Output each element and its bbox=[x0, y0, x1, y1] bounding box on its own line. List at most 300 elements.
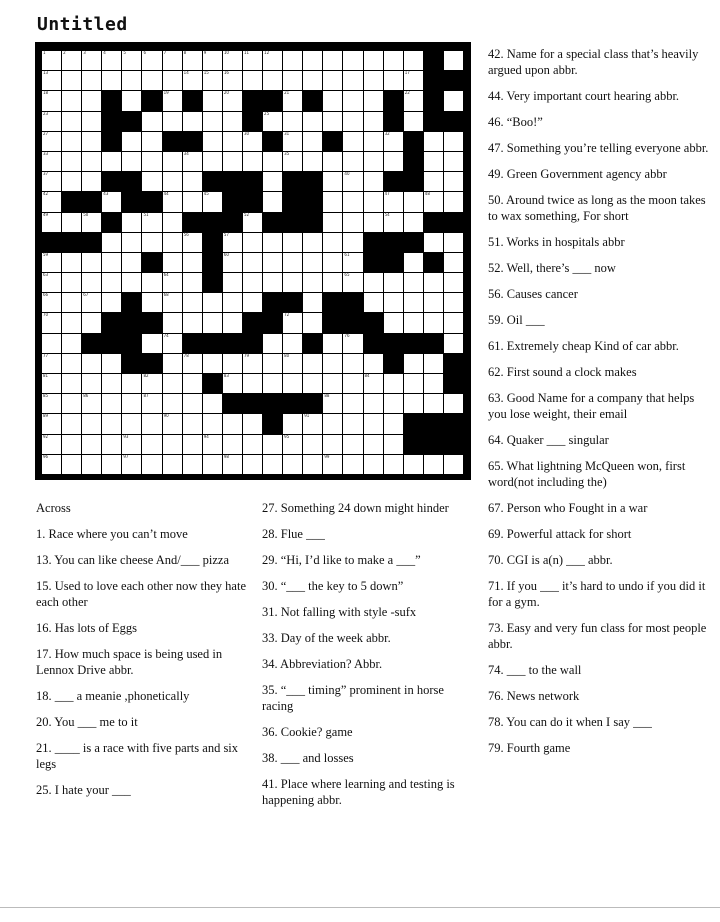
grid-cell[interactable] bbox=[122, 455, 141, 474]
grid-cell[interactable] bbox=[444, 192, 463, 211]
grid-cell[interactable] bbox=[42, 172, 61, 191]
grid-cell[interactable] bbox=[343, 273, 362, 292]
grid-cell[interactable] bbox=[444, 172, 463, 191]
grid-cell[interactable] bbox=[122, 374, 141, 393]
grid-cell[interactable] bbox=[323, 213, 342, 232]
grid-cell[interactable] bbox=[163, 374, 182, 393]
grid-cell[interactable] bbox=[183, 192, 202, 211]
grid-cell[interactable] bbox=[142, 414, 161, 433]
grid-cell[interactable] bbox=[42, 192, 61, 211]
grid-cell[interactable] bbox=[384, 152, 403, 171]
grid-cell[interactable] bbox=[243, 71, 262, 90]
grid-cell[interactable] bbox=[82, 273, 101, 292]
grid-cell[interactable] bbox=[384, 51, 403, 70]
grid-cell[interactable] bbox=[62, 374, 81, 393]
grid-cell[interactable] bbox=[364, 374, 383, 393]
grid-cell[interactable] bbox=[42, 435, 61, 454]
grid-cell[interactable] bbox=[263, 152, 282, 171]
grid-cell[interactable] bbox=[163, 192, 182, 211]
grid-cell[interactable] bbox=[142, 152, 161, 171]
grid-cell[interactable] bbox=[223, 91, 242, 110]
grid-cell[interactable] bbox=[82, 213, 101, 232]
grid-cell[interactable] bbox=[283, 132, 302, 151]
grid-cell[interactable] bbox=[323, 394, 342, 413]
grid-cell[interactable] bbox=[82, 91, 101, 110]
grid-cell[interactable] bbox=[243, 435, 262, 454]
grid-cell[interactable] bbox=[303, 455, 322, 474]
grid-cell[interactable] bbox=[444, 273, 463, 292]
grid-cell[interactable] bbox=[364, 273, 383, 292]
grid-cell[interactable] bbox=[343, 192, 362, 211]
grid-cell[interactable] bbox=[102, 273, 121, 292]
grid-cell[interactable] bbox=[203, 132, 222, 151]
grid-cell[interactable] bbox=[102, 394, 121, 413]
grid-cell[interactable] bbox=[364, 293, 383, 312]
grid-cell[interactable] bbox=[82, 152, 101, 171]
grid-cell[interactable] bbox=[303, 132, 322, 151]
grid-cell[interactable] bbox=[263, 253, 282, 272]
grid-cell[interactable] bbox=[163, 172, 182, 191]
grid-cell[interactable] bbox=[223, 273, 242, 292]
grid-cell[interactable] bbox=[343, 152, 362, 171]
grid-cell[interactable] bbox=[62, 313, 81, 332]
grid-cell[interactable] bbox=[163, 414, 182, 433]
grid-cell[interactable] bbox=[102, 455, 121, 474]
grid-cell[interactable] bbox=[203, 112, 222, 131]
grid-cell[interactable] bbox=[263, 435, 282, 454]
grid-cell[interactable] bbox=[343, 455, 362, 474]
grid-cell[interactable] bbox=[323, 374, 342, 393]
grid-cell[interactable] bbox=[424, 394, 443, 413]
grid-cell[interactable] bbox=[102, 435, 121, 454]
grid-cell[interactable] bbox=[263, 112, 282, 131]
grid-cell[interactable] bbox=[343, 334, 362, 353]
grid-cell[interactable] bbox=[163, 213, 182, 232]
grid-cell[interactable] bbox=[364, 132, 383, 151]
grid-cell[interactable] bbox=[424, 132, 443, 151]
grid-cell[interactable] bbox=[203, 455, 222, 474]
grid-cell[interactable] bbox=[384, 455, 403, 474]
grid-cell[interactable] bbox=[183, 374, 202, 393]
grid-cell[interactable] bbox=[343, 91, 362, 110]
grid-cell[interactable] bbox=[404, 354, 423, 373]
grid-cell[interactable] bbox=[122, 51, 141, 70]
grid-cell[interactable] bbox=[323, 273, 342, 292]
grid-cell[interactable] bbox=[444, 253, 463, 272]
grid-cell[interactable] bbox=[364, 213, 383, 232]
grid-cell[interactable] bbox=[42, 253, 61, 272]
grid-cell[interactable] bbox=[183, 455, 202, 474]
grid-cell[interactable] bbox=[343, 435, 362, 454]
grid-cell[interactable] bbox=[263, 172, 282, 191]
grid-cell[interactable] bbox=[163, 152, 182, 171]
grid-cell[interactable] bbox=[62, 112, 81, 131]
grid-cell[interactable] bbox=[343, 213, 362, 232]
grid-cell[interactable] bbox=[223, 152, 242, 171]
grid-cell[interactable] bbox=[384, 192, 403, 211]
grid-cell[interactable] bbox=[183, 354, 202, 373]
grid-cell[interactable] bbox=[404, 293, 423, 312]
grid-cell[interactable] bbox=[102, 192, 121, 211]
grid-cell[interactable] bbox=[42, 152, 61, 171]
grid-cell[interactable] bbox=[122, 91, 141, 110]
grid-cell[interactable] bbox=[163, 273, 182, 292]
grid-cell[interactable] bbox=[42, 91, 61, 110]
grid-cell[interactable] bbox=[364, 172, 383, 191]
grid-cell[interactable] bbox=[163, 293, 182, 312]
grid-cell[interactable] bbox=[62, 293, 81, 312]
grid-cell[interactable] bbox=[102, 71, 121, 90]
grid-cell[interactable] bbox=[203, 313, 222, 332]
grid-cell[interactable] bbox=[384, 394, 403, 413]
grid-cell[interactable] bbox=[62, 213, 81, 232]
grid-cell[interactable] bbox=[384, 293, 403, 312]
grid-cell[interactable] bbox=[62, 273, 81, 292]
grid-cell[interactable] bbox=[183, 253, 202, 272]
grid-cell[interactable] bbox=[384, 374, 403, 393]
grid-cell[interactable] bbox=[183, 71, 202, 90]
grid-cell[interactable] bbox=[424, 354, 443, 373]
grid-cell[interactable] bbox=[183, 293, 202, 312]
grid-cell[interactable] bbox=[323, 192, 342, 211]
grid-cell[interactable] bbox=[444, 293, 463, 312]
grid-cell[interactable] bbox=[263, 455, 282, 474]
grid-cell[interactable] bbox=[142, 71, 161, 90]
grid-cell[interactable] bbox=[142, 293, 161, 312]
grid-cell[interactable] bbox=[384, 273, 403, 292]
grid-cell[interactable] bbox=[82, 394, 101, 413]
grid-cell[interactable] bbox=[283, 152, 302, 171]
grid-cell[interactable] bbox=[343, 71, 362, 90]
grid-cell[interactable] bbox=[283, 91, 302, 110]
grid-cell[interactable] bbox=[62, 435, 81, 454]
grid-cell[interactable] bbox=[142, 112, 161, 131]
grid-cell[interactable] bbox=[283, 273, 302, 292]
grid-cell[interactable] bbox=[223, 112, 242, 131]
grid-cell[interactable] bbox=[303, 354, 322, 373]
grid-cell[interactable] bbox=[82, 374, 101, 393]
grid-cell[interactable] bbox=[102, 253, 121, 272]
grid-cell[interactable] bbox=[404, 91, 423, 110]
grid-cell[interactable] bbox=[424, 273, 443, 292]
grid-cell[interactable] bbox=[303, 273, 322, 292]
grid-cell[interactable] bbox=[384, 71, 403, 90]
grid-cell[interactable] bbox=[404, 313, 423, 332]
grid-cell[interactable] bbox=[82, 435, 101, 454]
grid-cell[interactable] bbox=[122, 253, 141, 272]
grid-cell[interactable] bbox=[243, 132, 262, 151]
grid-cell[interactable] bbox=[283, 455, 302, 474]
grid-cell[interactable] bbox=[122, 71, 141, 90]
grid-cell[interactable] bbox=[283, 112, 302, 131]
grid-cell[interactable] bbox=[384, 132, 403, 151]
grid-cell[interactable] bbox=[142, 233, 161, 252]
grid-cell[interactable] bbox=[323, 455, 342, 474]
grid-cell[interactable] bbox=[42, 112, 61, 131]
grid-cell[interactable] bbox=[343, 112, 362, 131]
grid-cell[interactable] bbox=[343, 354, 362, 373]
grid-cell[interactable] bbox=[364, 192, 383, 211]
grid-cell[interactable] bbox=[142, 374, 161, 393]
grid-cell[interactable] bbox=[223, 293, 242, 312]
grid-cell[interactable] bbox=[62, 51, 81, 70]
grid-cell[interactable] bbox=[323, 112, 342, 131]
grid-cell[interactable] bbox=[323, 91, 342, 110]
grid-cell[interactable] bbox=[243, 253, 262, 272]
grid-cell[interactable] bbox=[223, 374, 242, 393]
grid-cell[interactable] bbox=[82, 414, 101, 433]
grid-cell[interactable] bbox=[444, 91, 463, 110]
grid-cell[interactable] bbox=[303, 253, 322, 272]
grid-cell[interactable] bbox=[243, 51, 262, 70]
grid-cell[interactable] bbox=[142, 394, 161, 413]
grid-cell[interactable] bbox=[323, 71, 342, 90]
grid-cell[interactable] bbox=[384, 313, 403, 332]
grid-cell[interactable] bbox=[303, 51, 322, 70]
grid-cell[interactable] bbox=[404, 455, 423, 474]
grid-cell[interactable] bbox=[424, 455, 443, 474]
grid-cell[interactable] bbox=[163, 354, 182, 373]
grid-cell[interactable] bbox=[223, 71, 242, 90]
grid-cell[interactable] bbox=[223, 313, 242, 332]
grid-cell[interactable] bbox=[42, 455, 61, 474]
grid-cell[interactable] bbox=[82, 71, 101, 90]
grid-cell[interactable] bbox=[203, 91, 222, 110]
grid-cell[interactable] bbox=[122, 273, 141, 292]
grid-cell[interactable] bbox=[243, 455, 262, 474]
grid-cell[interactable] bbox=[163, 91, 182, 110]
grid-cell[interactable] bbox=[82, 132, 101, 151]
grid-cell[interactable] bbox=[122, 435, 141, 454]
grid-cell[interactable] bbox=[323, 354, 342, 373]
grid-cell[interactable] bbox=[102, 233, 121, 252]
grid-cell[interactable] bbox=[203, 152, 222, 171]
grid-cell[interactable] bbox=[364, 354, 383, 373]
grid-cell[interactable] bbox=[42, 414, 61, 433]
grid-cell[interactable] bbox=[263, 334, 282, 353]
grid-cell[interactable] bbox=[323, 152, 342, 171]
grid-cell[interactable] bbox=[323, 414, 342, 433]
grid-cell[interactable] bbox=[444, 152, 463, 171]
grid-cell[interactable] bbox=[303, 313, 322, 332]
grid-cell[interactable] bbox=[223, 414, 242, 433]
grid-cell[interactable] bbox=[42, 132, 61, 151]
grid-cell[interactable] bbox=[444, 233, 463, 252]
grid-cell[interactable] bbox=[364, 51, 383, 70]
grid-cell[interactable] bbox=[163, 455, 182, 474]
grid-cell[interactable] bbox=[122, 132, 141, 151]
grid-cell[interactable] bbox=[444, 51, 463, 70]
grid-cell[interactable] bbox=[404, 273, 423, 292]
grid-cell[interactable] bbox=[424, 172, 443, 191]
grid-cell[interactable] bbox=[364, 435, 383, 454]
grid-cell[interactable] bbox=[283, 334, 302, 353]
grid-cell[interactable] bbox=[82, 253, 101, 272]
grid-cell[interactable] bbox=[343, 132, 362, 151]
grid-cell[interactable] bbox=[343, 394, 362, 413]
grid-cell[interactable] bbox=[183, 112, 202, 131]
grid-cell[interactable] bbox=[163, 253, 182, 272]
grid-cell[interactable] bbox=[404, 192, 423, 211]
grid-cell[interactable] bbox=[263, 192, 282, 211]
grid-cell[interactable] bbox=[183, 51, 202, 70]
grid-cell[interactable] bbox=[62, 455, 81, 474]
grid-cell[interactable] bbox=[243, 213, 262, 232]
grid-cell[interactable] bbox=[122, 414, 141, 433]
grid-cell[interactable] bbox=[203, 354, 222, 373]
grid-cell[interactable] bbox=[82, 51, 101, 70]
grid-cell[interactable] bbox=[243, 152, 262, 171]
grid-cell[interactable] bbox=[283, 313, 302, 332]
grid-cell[interactable] bbox=[364, 152, 383, 171]
grid-cell[interactable] bbox=[163, 435, 182, 454]
grid-cell[interactable] bbox=[62, 91, 81, 110]
grid-cell[interactable] bbox=[364, 71, 383, 90]
grid-cell[interactable] bbox=[82, 293, 101, 312]
grid-cell[interactable] bbox=[62, 334, 81, 353]
grid-cell[interactable] bbox=[323, 172, 342, 191]
grid-cell[interactable] bbox=[303, 293, 322, 312]
grid-cell[interactable] bbox=[183, 414, 202, 433]
grid-cell[interactable] bbox=[203, 435, 222, 454]
grid-cell[interactable] bbox=[243, 354, 262, 373]
grid-cell[interactable] bbox=[122, 233, 141, 252]
grid-cell[interactable] bbox=[223, 455, 242, 474]
grid-cell[interactable] bbox=[343, 172, 362, 191]
grid-cell[interactable] bbox=[343, 51, 362, 70]
grid-cell[interactable] bbox=[163, 112, 182, 131]
grid-cell[interactable] bbox=[303, 435, 322, 454]
grid-cell[interactable] bbox=[142, 51, 161, 70]
grid-cell[interactable] bbox=[42, 313, 61, 332]
grid-cell[interactable] bbox=[122, 152, 141, 171]
grid-cell[interactable] bbox=[283, 51, 302, 70]
grid-cell[interactable] bbox=[424, 152, 443, 171]
grid-cell[interactable] bbox=[303, 71, 322, 90]
grid-cell[interactable] bbox=[163, 233, 182, 252]
grid-cell[interactable] bbox=[142, 334, 161, 353]
grid-cell[interactable] bbox=[42, 334, 61, 353]
grid-cell[interactable] bbox=[343, 233, 362, 252]
grid-cell[interactable] bbox=[424, 192, 443, 211]
grid-cell[interactable] bbox=[223, 233, 242, 252]
grid-cell[interactable] bbox=[102, 293, 121, 312]
grid-cell[interactable] bbox=[142, 172, 161, 191]
grid-cell[interactable] bbox=[62, 253, 81, 272]
grid-cell[interactable] bbox=[303, 152, 322, 171]
grid-cell[interactable] bbox=[364, 112, 383, 131]
grid-cell[interactable] bbox=[223, 132, 242, 151]
grid-cell[interactable] bbox=[303, 374, 322, 393]
grid-cell[interactable] bbox=[323, 51, 342, 70]
grid-cell[interactable] bbox=[142, 455, 161, 474]
grid-cell[interactable] bbox=[263, 273, 282, 292]
grid-cell[interactable] bbox=[42, 354, 61, 373]
grid-cell[interactable] bbox=[283, 414, 302, 433]
grid-cell[interactable] bbox=[42, 213, 61, 232]
grid-cell[interactable] bbox=[62, 71, 81, 90]
grid-cell[interactable] bbox=[223, 51, 242, 70]
grid-cell[interactable] bbox=[62, 414, 81, 433]
grid-cell[interactable] bbox=[263, 354, 282, 373]
grid-cell[interactable] bbox=[444, 394, 463, 413]
grid-cell[interactable] bbox=[183, 233, 202, 252]
grid-cell[interactable] bbox=[283, 233, 302, 252]
grid-cell[interactable] bbox=[203, 192, 222, 211]
grid-cell[interactable] bbox=[163, 71, 182, 90]
grid-cell[interactable] bbox=[183, 172, 202, 191]
grid-cell[interactable] bbox=[243, 293, 262, 312]
grid-cell[interactable] bbox=[323, 435, 342, 454]
grid-cell[interactable] bbox=[343, 414, 362, 433]
grid-cell[interactable] bbox=[183, 313, 202, 332]
grid-cell[interactable] bbox=[444, 455, 463, 474]
grid-cell[interactable] bbox=[102, 152, 121, 171]
grid-cell[interactable] bbox=[203, 414, 222, 433]
grid-cell[interactable] bbox=[404, 213, 423, 232]
grid-cell[interactable] bbox=[102, 414, 121, 433]
grid-cell[interactable] bbox=[384, 414, 403, 433]
grid-cell[interactable] bbox=[82, 354, 101, 373]
grid-cell[interactable] bbox=[263, 233, 282, 252]
grid-cell[interactable] bbox=[203, 71, 222, 90]
grid-cell[interactable] bbox=[404, 71, 423, 90]
grid-cell[interactable] bbox=[42, 394, 61, 413]
grid-cell[interactable] bbox=[243, 414, 262, 433]
grid-cell[interactable] bbox=[384, 435, 403, 454]
grid-cell[interactable] bbox=[263, 51, 282, 70]
grid-cell[interactable] bbox=[42, 71, 61, 90]
grid-cell[interactable] bbox=[323, 253, 342, 272]
grid-cell[interactable] bbox=[62, 152, 81, 171]
grid-cell[interactable] bbox=[303, 112, 322, 131]
grid-cell[interactable] bbox=[142, 132, 161, 151]
grid-cell[interactable] bbox=[102, 374, 121, 393]
grid-cell[interactable] bbox=[142, 273, 161, 292]
grid-cell[interactable] bbox=[82, 455, 101, 474]
grid-cell[interactable] bbox=[82, 172, 101, 191]
grid-cell[interactable] bbox=[163, 334, 182, 353]
grid-cell[interactable] bbox=[102, 51, 121, 70]
grid-cell[interactable] bbox=[223, 253, 242, 272]
grid-cell[interactable] bbox=[323, 334, 342, 353]
grid-cell[interactable] bbox=[102, 354, 121, 373]
grid-cell[interactable] bbox=[404, 253, 423, 272]
grid-cell[interactable] bbox=[243, 273, 262, 292]
grid-cell[interactable] bbox=[343, 374, 362, 393]
grid-cell[interactable] bbox=[444, 132, 463, 151]
grid-cell[interactable] bbox=[283, 374, 302, 393]
grid-cell[interactable] bbox=[444, 313, 463, 332]
grid-cell[interactable] bbox=[163, 394, 182, 413]
grid-cell[interactable] bbox=[364, 91, 383, 110]
grid-cell[interactable] bbox=[263, 374, 282, 393]
grid-cell[interactable] bbox=[404, 51, 423, 70]
grid-cell[interactable] bbox=[364, 414, 383, 433]
grid-cell[interactable] bbox=[303, 233, 322, 252]
grid-cell[interactable] bbox=[243, 374, 262, 393]
grid-cell[interactable] bbox=[283, 71, 302, 90]
grid-cell[interactable] bbox=[42, 273, 61, 292]
grid-cell[interactable] bbox=[384, 213, 403, 232]
grid-cell[interactable] bbox=[303, 414, 322, 433]
grid-cell[interactable] bbox=[404, 112, 423, 131]
grid-cell[interactable] bbox=[424, 233, 443, 252]
grid-cell[interactable] bbox=[243, 233, 262, 252]
grid-cell[interactable] bbox=[283, 435, 302, 454]
grid-cell[interactable] bbox=[343, 253, 362, 272]
grid-cell[interactable] bbox=[163, 313, 182, 332]
